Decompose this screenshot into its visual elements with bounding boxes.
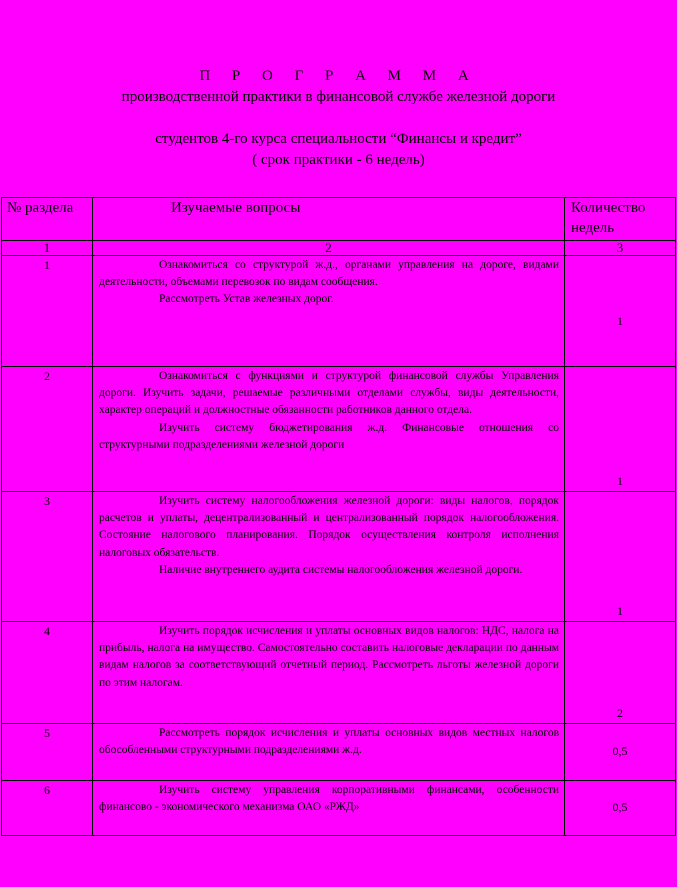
header-spacer bbox=[0, 108, 677, 129]
section-questions bbox=[93, 622, 565, 724]
program-title: П Р О Г Р А М М А bbox=[199, 68, 478, 84]
section-weeks: 0,5 bbox=[565, 724, 676, 781]
section-number: 1 bbox=[2, 256, 93, 367]
column-index-3: 3 bbox=[565, 241, 676, 256]
section-weeks: 2 bbox=[565, 622, 676, 724]
question-paragraph: Рассмотреть Устав железных дорог. bbox=[159, 293, 334, 306]
header-section-number: № раздела bbox=[2, 198, 93, 241]
section-number: 4 bbox=[2, 622, 93, 724]
header-weeks: Количество недель bbox=[565, 198, 676, 241]
table-row bbox=[2, 622, 676, 724]
program-subtitle: производственной практики в финансовой службе железной дороги bbox=[121, 89, 556, 105]
table-row bbox=[2, 367, 676, 492]
question-paragraph: Рассмотреть порядок исчисления и уплаты основных видов местных налогов обособленными структурными подразделениями ж.д. bbox=[99, 727, 559, 757]
section-questions bbox=[93, 256, 565, 367]
table-row bbox=[2, 781, 676, 836]
section-weeks: 1 bbox=[565, 367, 676, 492]
section-number: 5 bbox=[2, 724, 93, 781]
header-questions: Изучаемые вопросы bbox=[93, 198, 565, 241]
question-paragraph: Изучить систему управления корпоративными финансами, особенности финансово - экономического механизма ОАО «РЖД» bbox=[99, 784, 559, 814]
section-questions bbox=[93, 367, 565, 492]
table-row bbox=[2, 256, 676, 367]
program-header bbox=[0, 66, 677, 171]
column-index-2: 2 bbox=[93, 241, 565, 256]
column-index-1: 1 bbox=[2, 241, 93, 256]
question-paragraph: Изучить систему бюджетирования ж.д. Финансовые отношения со структурными подразделениями железной дороги bbox=[99, 421, 559, 451]
question-paragraph: Наличие внутреннего аудита системы налогообложения железной дороги. bbox=[159, 563, 523, 576]
section-weeks: 0,5 bbox=[565, 781, 676, 836]
section-weeks: 1 bbox=[565, 492, 676, 622]
question-paragraph: Ознакомиться с функциями и структурой финансовой службы Управления дороги. Изучить задачи, решаемые различными отделами службы, виды деятельности, характер операций и должностные обязанности работников данного отдела. bbox=[99, 370, 559, 417]
section-questions bbox=[93, 492, 565, 622]
question-paragraph: Изучить систему налогообложения железной дороги: виды налогов, порядок расчетов и уплаты, децентрализованный и централизованный порядок налогообложения. Состояние налогового планирования. Порядок осуществления контроля исполнения налоговых обязательств. bbox=[99, 495, 559, 559]
table-row bbox=[2, 724, 676, 781]
question-paragraph: Изучить порядок исчисления и уплаты основных видов налогов: НДС, налога на прибыль, налога на имущество. Самостоятельно составить налоговые декларации по данным видам налогов за соответствующий отчетный период. Рассмотреть льготы железной дороги по этим налогам. bbox=[99, 625, 559, 689]
column-index-row bbox=[2, 241, 676, 256]
section-questions bbox=[93, 724, 565, 781]
program-audience: студентов 4-го курса специальности “Финансы и кредит” bbox=[155, 131, 522, 147]
section-number: 6 bbox=[2, 781, 93, 836]
program-duration: ( срок практики - 6 недель) bbox=[252, 152, 425, 168]
section-questions bbox=[93, 781, 565, 836]
section-number: 3 bbox=[2, 492, 93, 622]
table-row bbox=[2, 492, 676, 622]
program-table bbox=[1, 197, 676, 836]
question-paragraph: Ознакомиться со структурой ж.д., органами управления на дороге, видами деятельности, объемами перевозок по видам сообщения. bbox=[99, 259, 559, 289]
table-header-row bbox=[2, 198, 676, 241]
section-weeks: 1 bbox=[565, 256, 676, 367]
section-number: 2 bbox=[2, 367, 93, 492]
